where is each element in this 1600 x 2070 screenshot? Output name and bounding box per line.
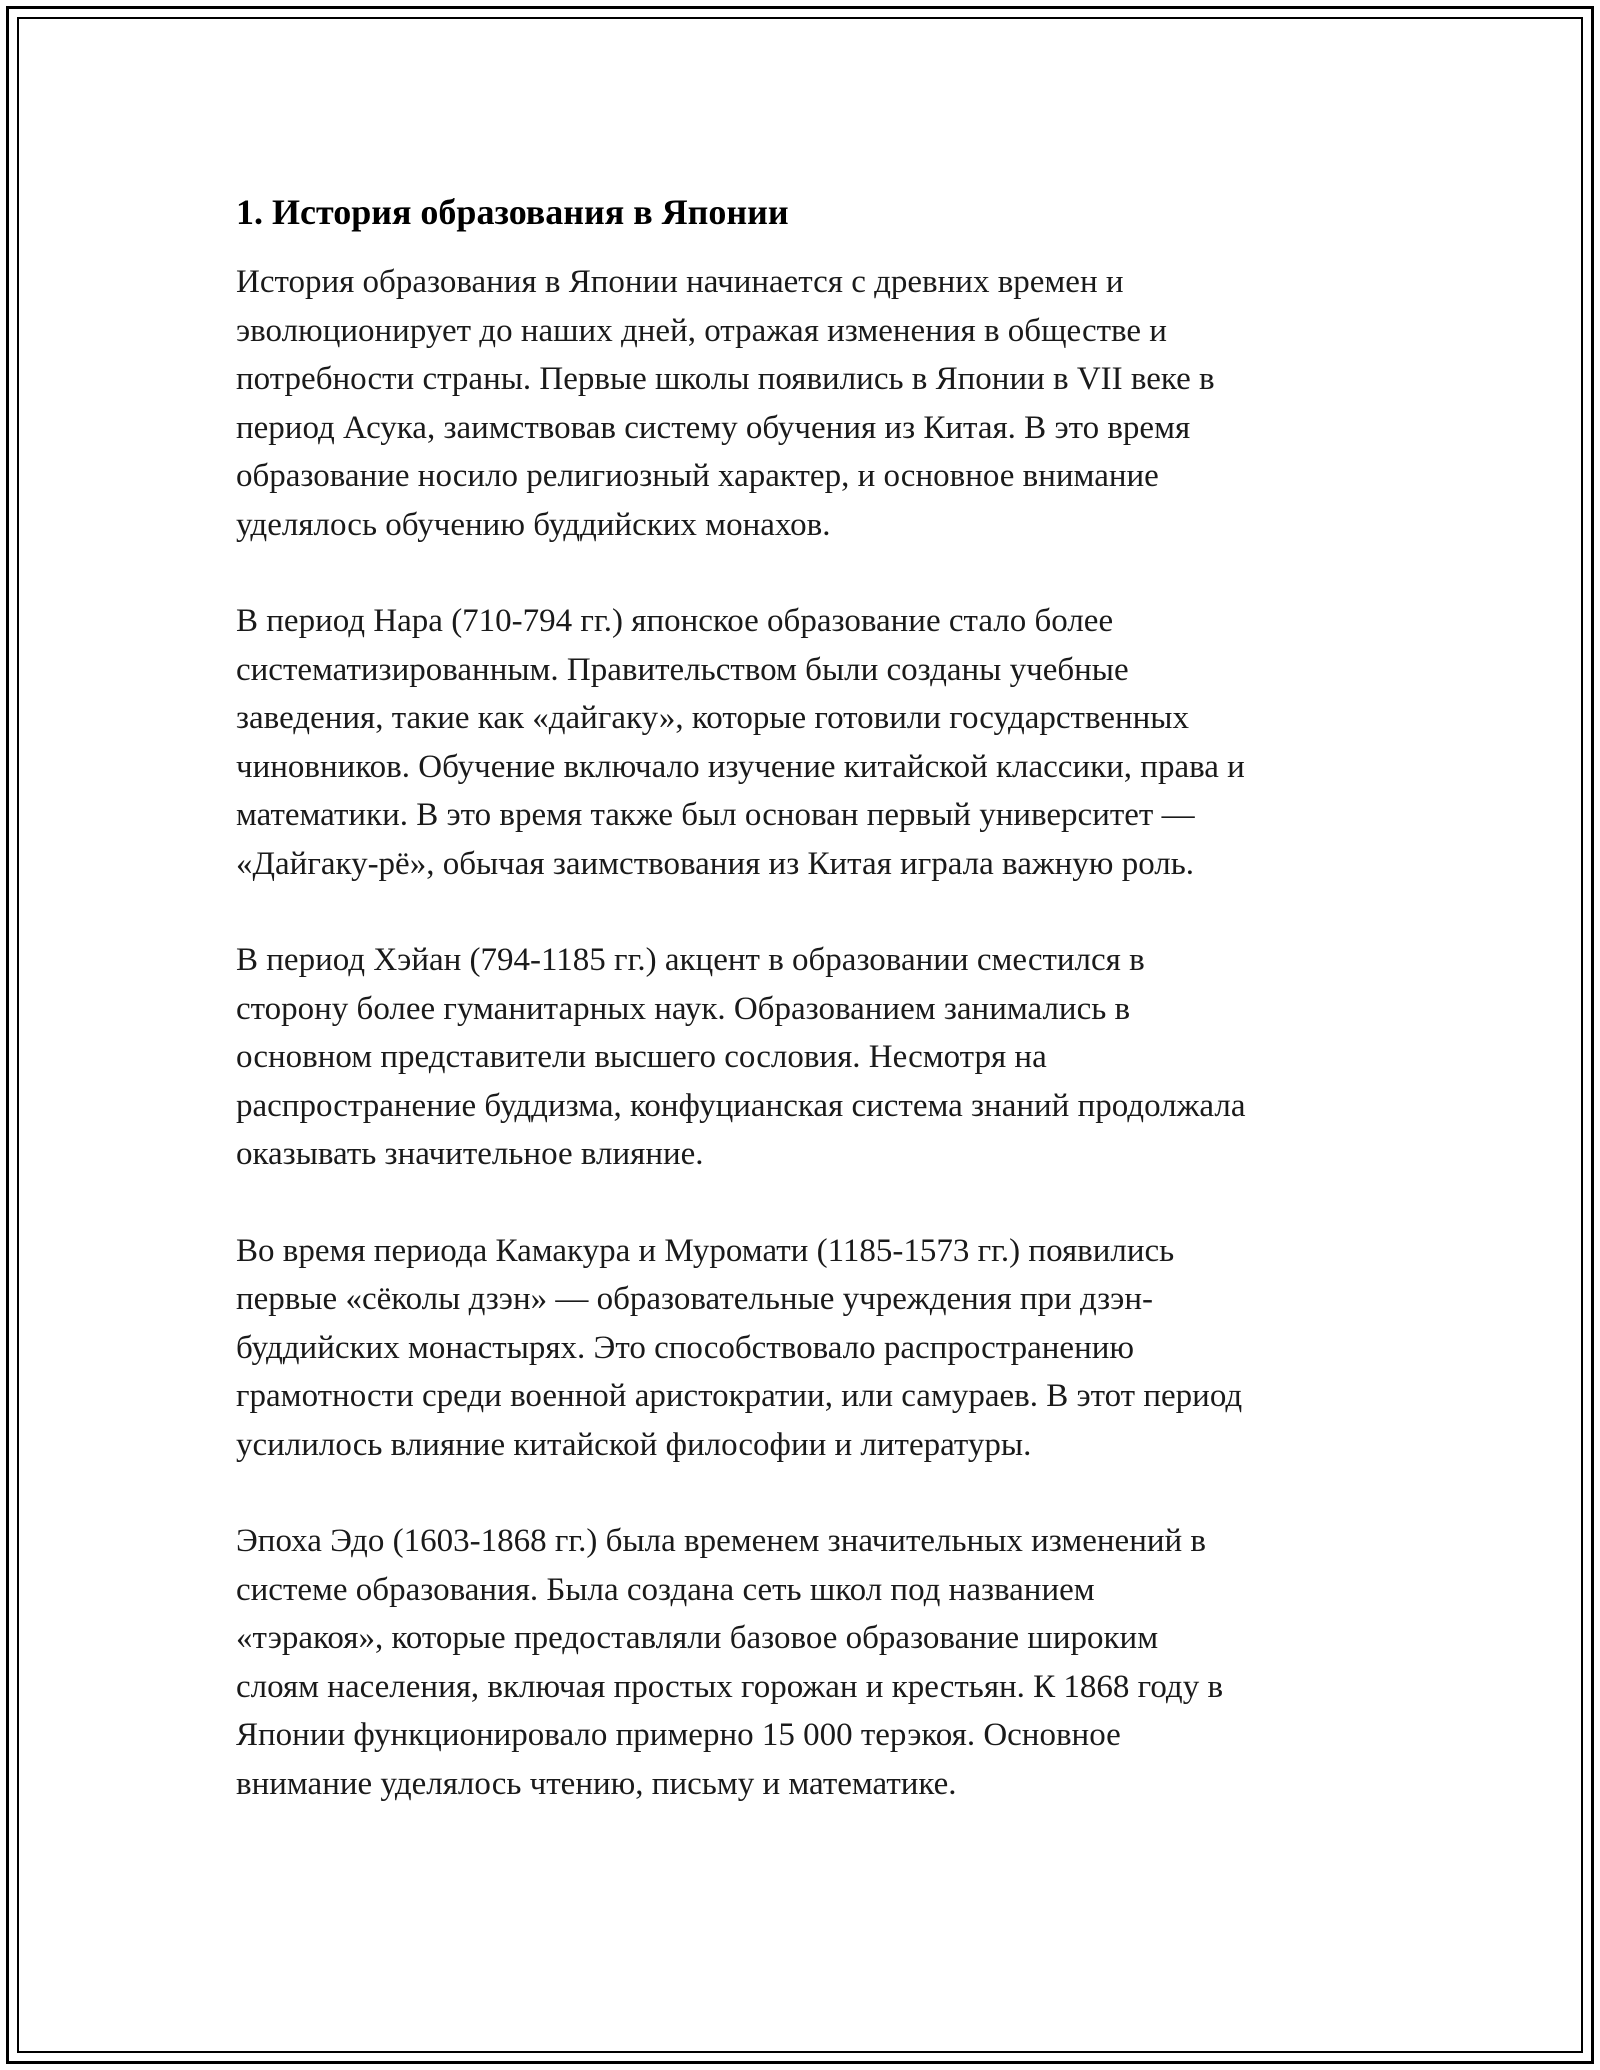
text-line: Японии функционировало примерно 15 000 терэкоя. Основное (236, 1717, 1121, 1753)
text-line: систематизированным. Правительством были созданы учебные (236, 651, 1129, 688)
text-line: грамотности среди военной аристократии, или самураев. В этот период (236, 1378, 1243, 1414)
paragraph-edo (236, 1517, 1386, 1808)
text-line: слоям населения, включая простых горожан и крестьян. К 1868 году в (236, 1668, 1224, 1705)
paragraph-kamakura-muromachi (236, 1227, 1386, 1470)
paragraph-nara (236, 597, 1386, 888)
text-line: Эпоха Эдо (1603-1868 гг.) была временем значительных изменений в (236, 1523, 1207, 1559)
section-heading: 1. История образования в Японии (236, 192, 789, 232)
text-line: основном представители высшего сословия. Несмотря на (236, 1039, 1047, 1075)
text-line: системе образования. Была создана сеть школ под названием (236, 1571, 1095, 1608)
text-line: История образования в Японии начинается с древних времен и (236, 264, 1124, 300)
document-body (236, 190, 1386, 1856)
text-line: «Дайгаку-рё», обычая заимствования из Китая играла важную роль. (236, 845, 1195, 882)
text-line: образование носило религиозный характер, и основное внимание (236, 458, 1159, 494)
text-line: период Асука, заимствовав систему обучения из Китая. В это время (236, 409, 1191, 446)
text-line: «тэракоя», которые предоставляли базовое образование широким (236, 1620, 1159, 1656)
text-line: усилилось влияние китайской философии и литературы. (236, 1426, 1032, 1463)
text-line: распространение буддизма, конфуцианская система знаний продолжала (236, 1087, 1246, 1124)
text-line: математики. В это время также был основан первый университет — (236, 797, 1195, 833)
paragraph-asuka (236, 258, 1386, 549)
text-line: оказывать значительное влияние. (236, 1136, 704, 1172)
paragraph-heian (236, 936, 1386, 1179)
text-line: внимание уделялось чтению, письму и математике. (236, 1765, 957, 1802)
text-line: В период Хэйан (794-1185 гг.) акцент в образовании сместился в (236, 942, 1145, 978)
text-line: уделялось обучению буддийских монахов. (236, 506, 831, 543)
text-line: Во время периода Камакура и Муромати (1185-1573 гг.) появились (236, 1232, 1175, 1269)
text-line: заведения, такие как «дайгаку», которые готовили государственных (236, 700, 1189, 736)
text-line: первые «сёколы дзэн» — образовательные учреждения при дзэн- (236, 1281, 1153, 1317)
text-line: чиновников. Обучение включало изучение китайской классики, права и (236, 748, 1245, 785)
text-line: потребности страны. Первые школы появились в Японии в VII веке в (236, 361, 1215, 397)
text-line: эволюционирует до наших дней, отражая изменения в обществе и (236, 312, 1167, 349)
text-line: сторону более гуманитарных наук. Образованием занимались в (236, 990, 1131, 1027)
text-line: В период Нара (710-794 гг.) японское образование стало более (236, 603, 1114, 639)
text-line: буддийских монастырях. Это способствовало распространению (236, 1329, 1135, 1366)
